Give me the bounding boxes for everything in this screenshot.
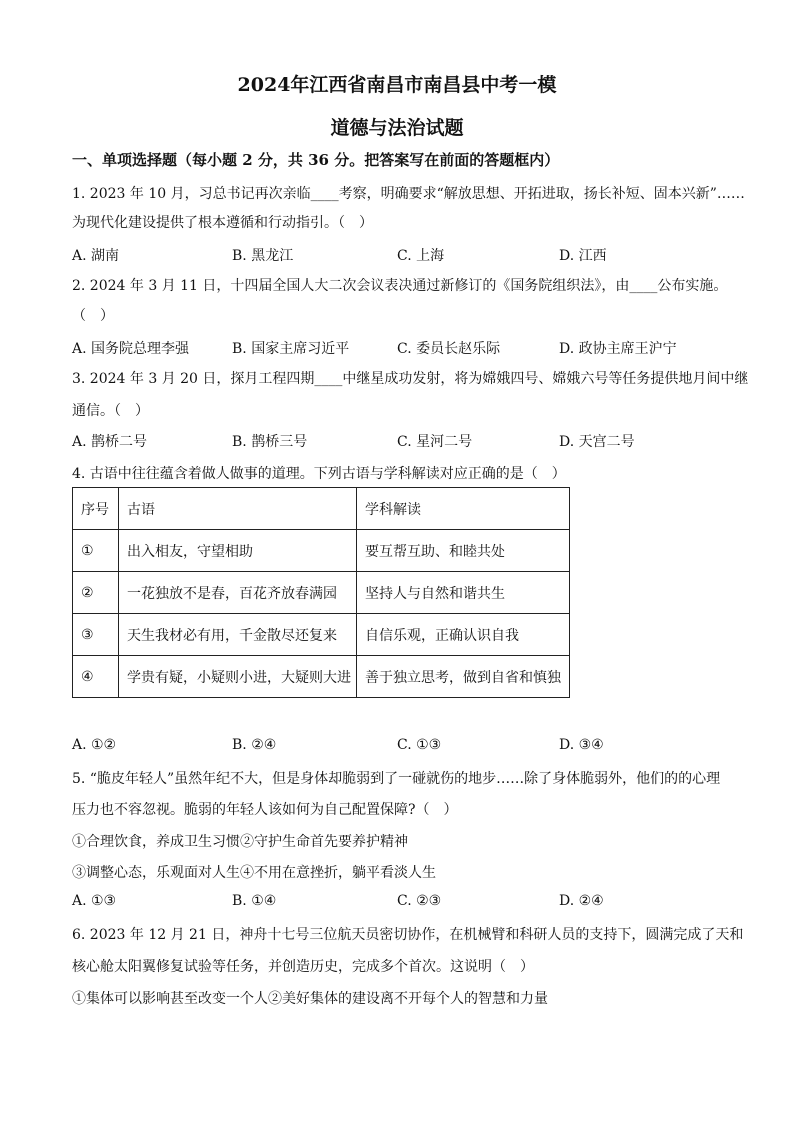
- table-row: [73, 656, 570, 698]
- table-row: [73, 572, 570, 614]
- q5-statement-1-2: ①合理饮食，养成卫生习惯②守护生命首先要养护精神: [72, 834, 408, 850]
- q5-option-b[interactable]: B. ①④: [232, 893, 277, 909]
- table-header-cell: 序号: [73, 488, 119, 530]
- q3-option-d[interactable]: D. 天宫二号: [559, 434, 635, 450]
- q4-table: [72, 487, 570, 698]
- q6-statement-1-2: ①集体可以影响甚至改变一个人②美好集体的建设离不开每个人的智慧和力量: [72, 991, 548, 1007]
- q2-option-a[interactable]: A. 国务院总理李强: [72, 341, 190, 357]
- q2-option-d[interactable]: D. 政协主席王沪宁: [559, 341, 677, 357]
- q3-option-a[interactable]: A. 鹊桥二号: [72, 434, 148, 450]
- q3-option-c[interactable]: C. 星河二号: [397, 434, 473, 450]
- q2-stem-line1: 2. 2024 年 3 月 11 日，十四届全国人大二次会议表决通过新修订的《国务院组织法》，由____公布实施。: [72, 278, 728, 294]
- q5-statement-3-4: ③调整心态，乐观面对人生④不用在意挫折，躺平看淡人生: [72, 865, 436, 881]
- table-cell: 出入相友，守望相助: [119, 530, 357, 572]
- q2-options: [72, 338, 732, 358]
- table-header-cell: 学科解读: [357, 488, 570, 530]
- table-cell: 善于独立思考，做到自省和慎独: [357, 656, 570, 698]
- table-cell: 自信乐观，正确认识自我: [357, 614, 570, 656]
- table-cell: 天生我材必有用，千金散尽还复来: [119, 614, 357, 656]
- q1-option-a[interactable]: A. 湖南: [72, 248, 120, 264]
- q1-stem-line1: 1. 2023 年 10 月，习总书记再次亲临____考察，明确要求“解放思想、开拓进取，扬长补短、固本兴新”……: [72, 186, 745, 202]
- q1-options: [72, 245, 732, 265]
- q5-stem-line2: 压力也不容忽视。脆弱的年轻人该如何为自己配置保障?（ ）: [72, 802, 458, 818]
- table-cell: 学贵有疑，小疑则小进，大疑则大进: [119, 656, 357, 698]
- q5-options: [72, 893, 732, 913]
- q6-stem-line2: 核心舱太阳翼修复试验等任务，并创造历史，完成多个首次。这说明（ ）: [72, 959, 534, 975]
- q2-option-c[interactable]: C. 委员长赵乐际: [397, 341, 501, 357]
- table-cell: 坚持人与自然和谐共生: [357, 572, 570, 614]
- q4-stem: 4. 古语中往往蕴含着做人做事的道理。下列古语与学科解读对应正确的是（ ）: [72, 466, 566, 482]
- q4-option-a[interactable]: A. ①②: [72, 737, 117, 753]
- exam-subtitle: 道德与法治试题: [330, 117, 464, 139]
- table-cell: ④: [73, 656, 119, 698]
- table-cell: 一花独放不是春，百花齐放春满园: [119, 572, 357, 614]
- table-row: [73, 530, 570, 572]
- q3-stem-line2: 通信。（ ）: [72, 403, 149, 419]
- table-row: [73, 614, 570, 656]
- q3-option-b[interactable]: B. 鹊桥三号: [232, 434, 308, 450]
- q4-options: [72, 737, 732, 757]
- q2-stem-line2: （ ）: [72, 308, 114, 324]
- q3-stem-line1: 3. 2024 年 3 月 20 日，探月工程四期____中继星成功发射，将为嫦娥四号、嫦娥六号等任务提供地月间中继: [72, 371, 749, 387]
- q1-stem-line2: 为现代化建设提供了根本遵循和行动指引。（ ）: [72, 215, 373, 231]
- table-cell: ③: [73, 614, 119, 656]
- table-cell: ①: [73, 530, 119, 572]
- q1-option-d[interactable]: D. 江西: [559, 248, 607, 264]
- q5-option-d[interactable]: D. ②④: [559, 893, 604, 909]
- table-header-cell: 古语: [119, 488, 357, 530]
- exam-title: 2024年江西省南昌市南昌县中考一模: [237, 74, 557, 96]
- table-header-row: [73, 488, 570, 530]
- q4-option-c[interactable]: C. ①③: [397, 737, 442, 753]
- q5-option-a[interactable]: A. ①③: [72, 893, 117, 909]
- q4-option-d[interactable]: D. ③④: [559, 737, 604, 753]
- q1-option-b[interactable]: B. 黑龙江: [232, 248, 294, 264]
- q5-option-c[interactable]: C. ②③: [397, 893, 442, 909]
- q4-option-b[interactable]: B. ②④: [232, 737, 277, 753]
- section-heading: 一、单项选择题（每小题 2 分，共 36 分。把答案写在前面的答题框内）: [72, 151, 560, 169]
- table-cell: 要互帮互助、和睦共处: [357, 530, 570, 572]
- q1-option-c[interactable]: C. 上海: [397, 248, 445, 264]
- q5-stem-line1: 5. “脆皮年轻人”虽然年纪不大，但是身体却脆弱到了一碰就伤的地步……除了身体脆弱外，他们的的心理: [72, 771, 721, 787]
- q2-option-b[interactable]: B. 国家主席习近平: [232, 341, 350, 357]
- q6-stem-line1: 6. 2023 年 12 月 21 日，神舟十七号三位航天员密切协作，在机械臂和科研人员的支持下，圆满完成了天和: [72, 927, 744, 943]
- table-cell: ②: [73, 572, 119, 614]
- q3-options: [72, 431, 732, 451]
